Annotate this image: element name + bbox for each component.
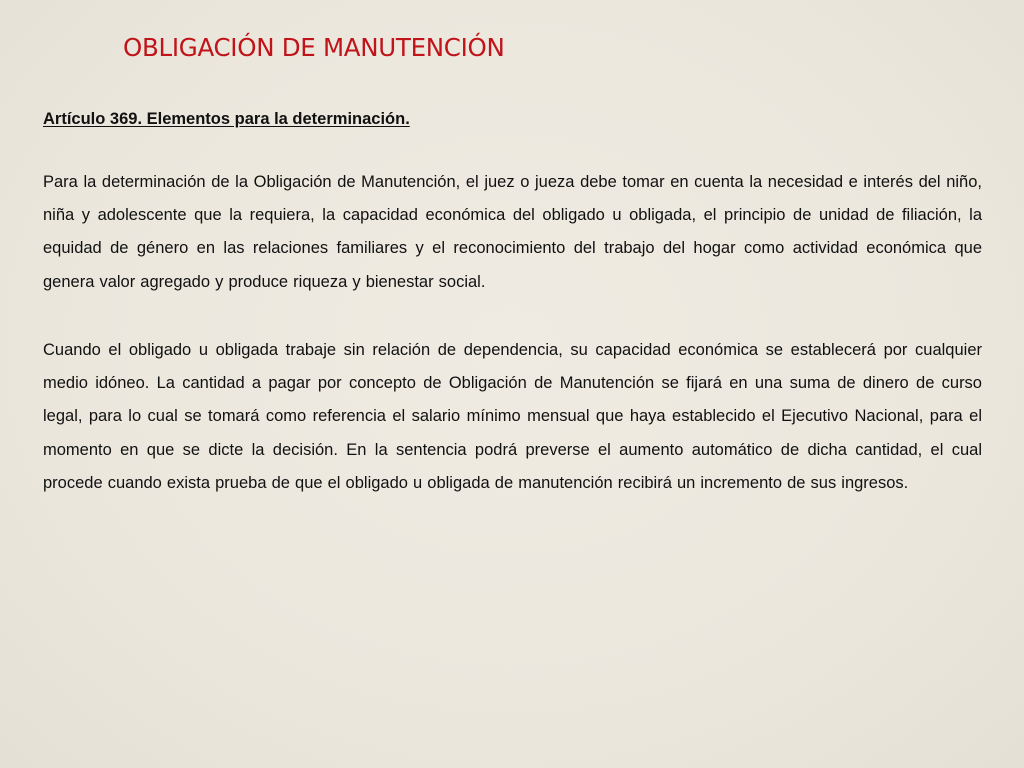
paragraph-determination: Para la determinación de la Obligación de Manutención, el juez o jueza debe tomar en cuenta la necesidad e interés del niño, niña y adolescente que la requiera, la capacidad económica del obligado u obligada, el principio de unidad de filiación, la equidad de género en las relaciones familiares y el reconocimiento del trabajo del hogar como actividad económica que genera valor agregado y produce riqueza y bienestar social. <box>43 173 982 291</box>
paragraph-economic-capacity: Cuando el obligado u obligada trabaje sin relación de dependencia, su capacidad económica se establecerá por cualquier medio idóneo. La cantidad a pagar por concepto de Obligación de Manutención se fijará en una suma de dinero de curso legal, para lo cual se tomará como referencia el salario mínimo mensual que haya establecido el Ejecutivo Nacional, para el momento en que se dicte la decisión. En la sentencia podrá preverse el aumento automático de dicha cantidad, el cual procede cuando exista prueba de que el obligado u obligada de manutención recibirá un incremento de sus ingresos. <box>43 341 982 492</box>
article-heading: Artículo 369. Elementos para la determinación. <box>43 110 410 128</box>
slide-title: OBLIGACIÓN DE MANUTENCIÓN <box>123 33 505 62</box>
